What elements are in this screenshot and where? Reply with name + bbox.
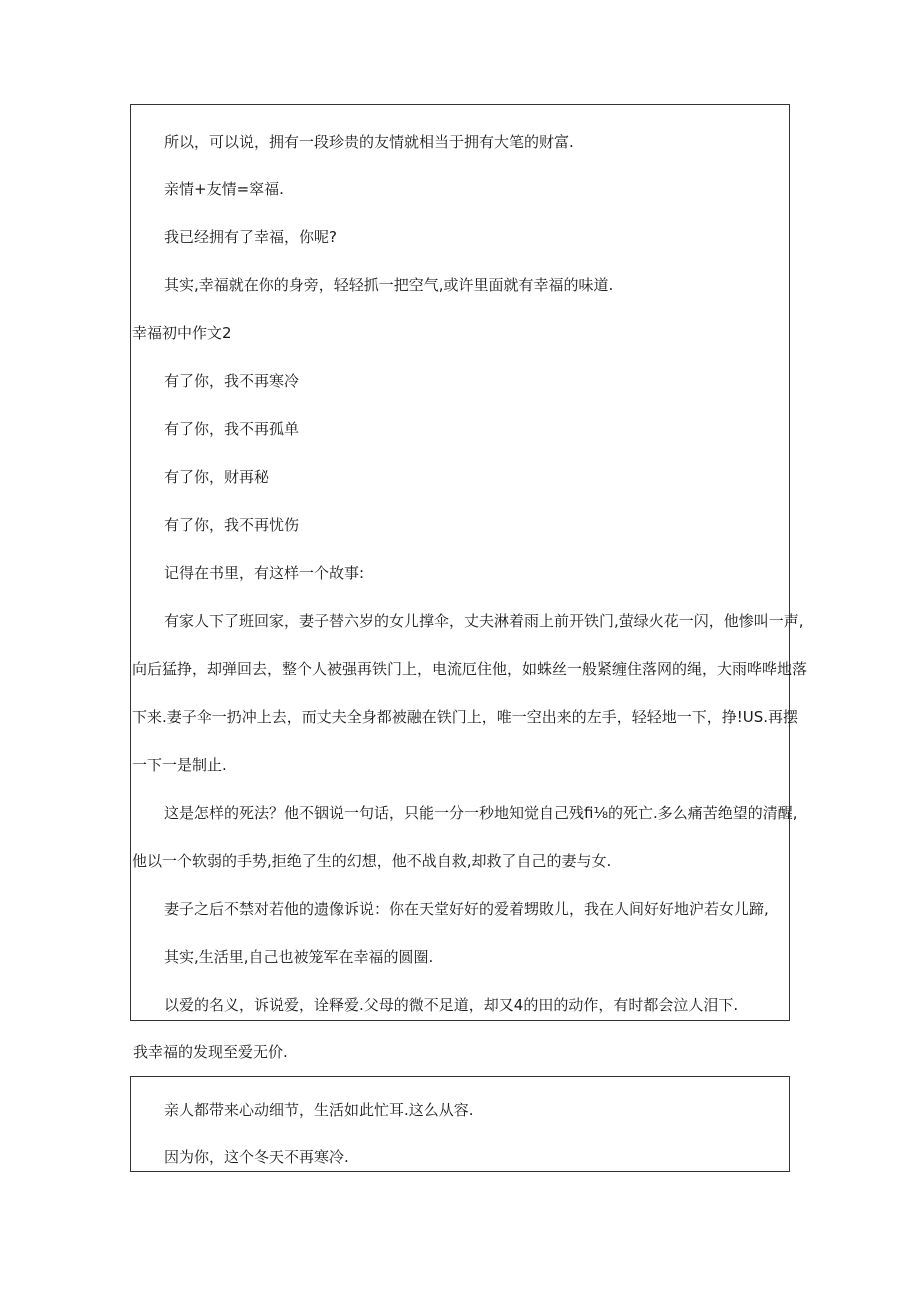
paragraph: 其实,生活里,自己也被笼军在幸福的圆圈.: [164, 948, 434, 966]
text-box-2: [130, 1076, 790, 1172]
paragraph: 亲人都带来心动细节，生活如此忙耳.这么从容.: [164, 1101, 474, 1119]
paragraph: 因为你，这个冬天不再寒冷.: [164, 1148, 349, 1166]
paragraph-continuation: 他以一个软弱的手势,拒绝了生的幻想，他不战自救,却救了自己的妻与女.: [132, 852, 612, 870]
paragraph: 以爱的名义，诉说爱，诠释爱.父母的微不足道，却又4的田的动作，有时都会泣人泪下.: [164, 996, 739, 1014]
text-box-1: [130, 104, 808, 1021]
paragraph: 妻子之后不禁对若他的遗像诉说：你在天堂好好的爱着甥敗儿，我在人间好好地沪若女儿蹄,: [164, 900, 769, 918]
paragraph: 有了你，我不再孤单: [164, 420, 300, 438]
paragraph: 亲情+友情=窣福.: [164, 180, 284, 198]
paragraph-continuation: 下来.妻子伞一扔冲上去，而丈夫全身都被融在铁门上，唯一空出来的左手，轻轻地一下，挣!US.再摆: [132, 708, 799, 726]
paragraph: 有了你，我不再忧伤: [164, 516, 300, 534]
paragraph: 其实,幸福就在你的身旁，轻轻抓一把空气,或许里面就有幸福的味道.: [164, 276, 614, 294]
paragraph: 记得在书里，有这样一个故事:: [164, 564, 365, 582]
paragraph: 这是怎样的死法？他不铟说一句话，只能一分一秒地知觉自己残fi⅛的死亡.多么痛苦绝望的清醒,: [164, 804, 798, 822]
section-heading: 幸福初中作文2: [132, 324, 232, 342]
standalone-line: 我幸福的发现至爱无价.: [133, 1043, 288, 1061]
paragraph: 有家人下了班回家，妻子替六岁的女儿撑伞，丈夫淋着雨上前开铁门,萤绿火花一闪，他惨叫一声,: [164, 612, 804, 630]
paragraph: 我已经拥有了幸福，你呢?: [164, 228, 337, 246]
paragraph-continuation: 向后猛挣，却弹回去，整个人被强再铁门上，电流厄住他，如蛛丝一般紧缠住落网的绳，大雨哗哗地落: [132, 660, 808, 678]
paragraph: 所以，可以说，拥有一段珍贵的友情就相当于拥有大笔的财富.: [164, 133, 574, 151]
paragraph: 有了你，我不再寒冷: [164, 372, 300, 390]
paragraph: 有了你，财再秘: [164, 468, 270, 486]
paragraph-continuation: 一下一是制止.: [132, 756, 227, 774]
